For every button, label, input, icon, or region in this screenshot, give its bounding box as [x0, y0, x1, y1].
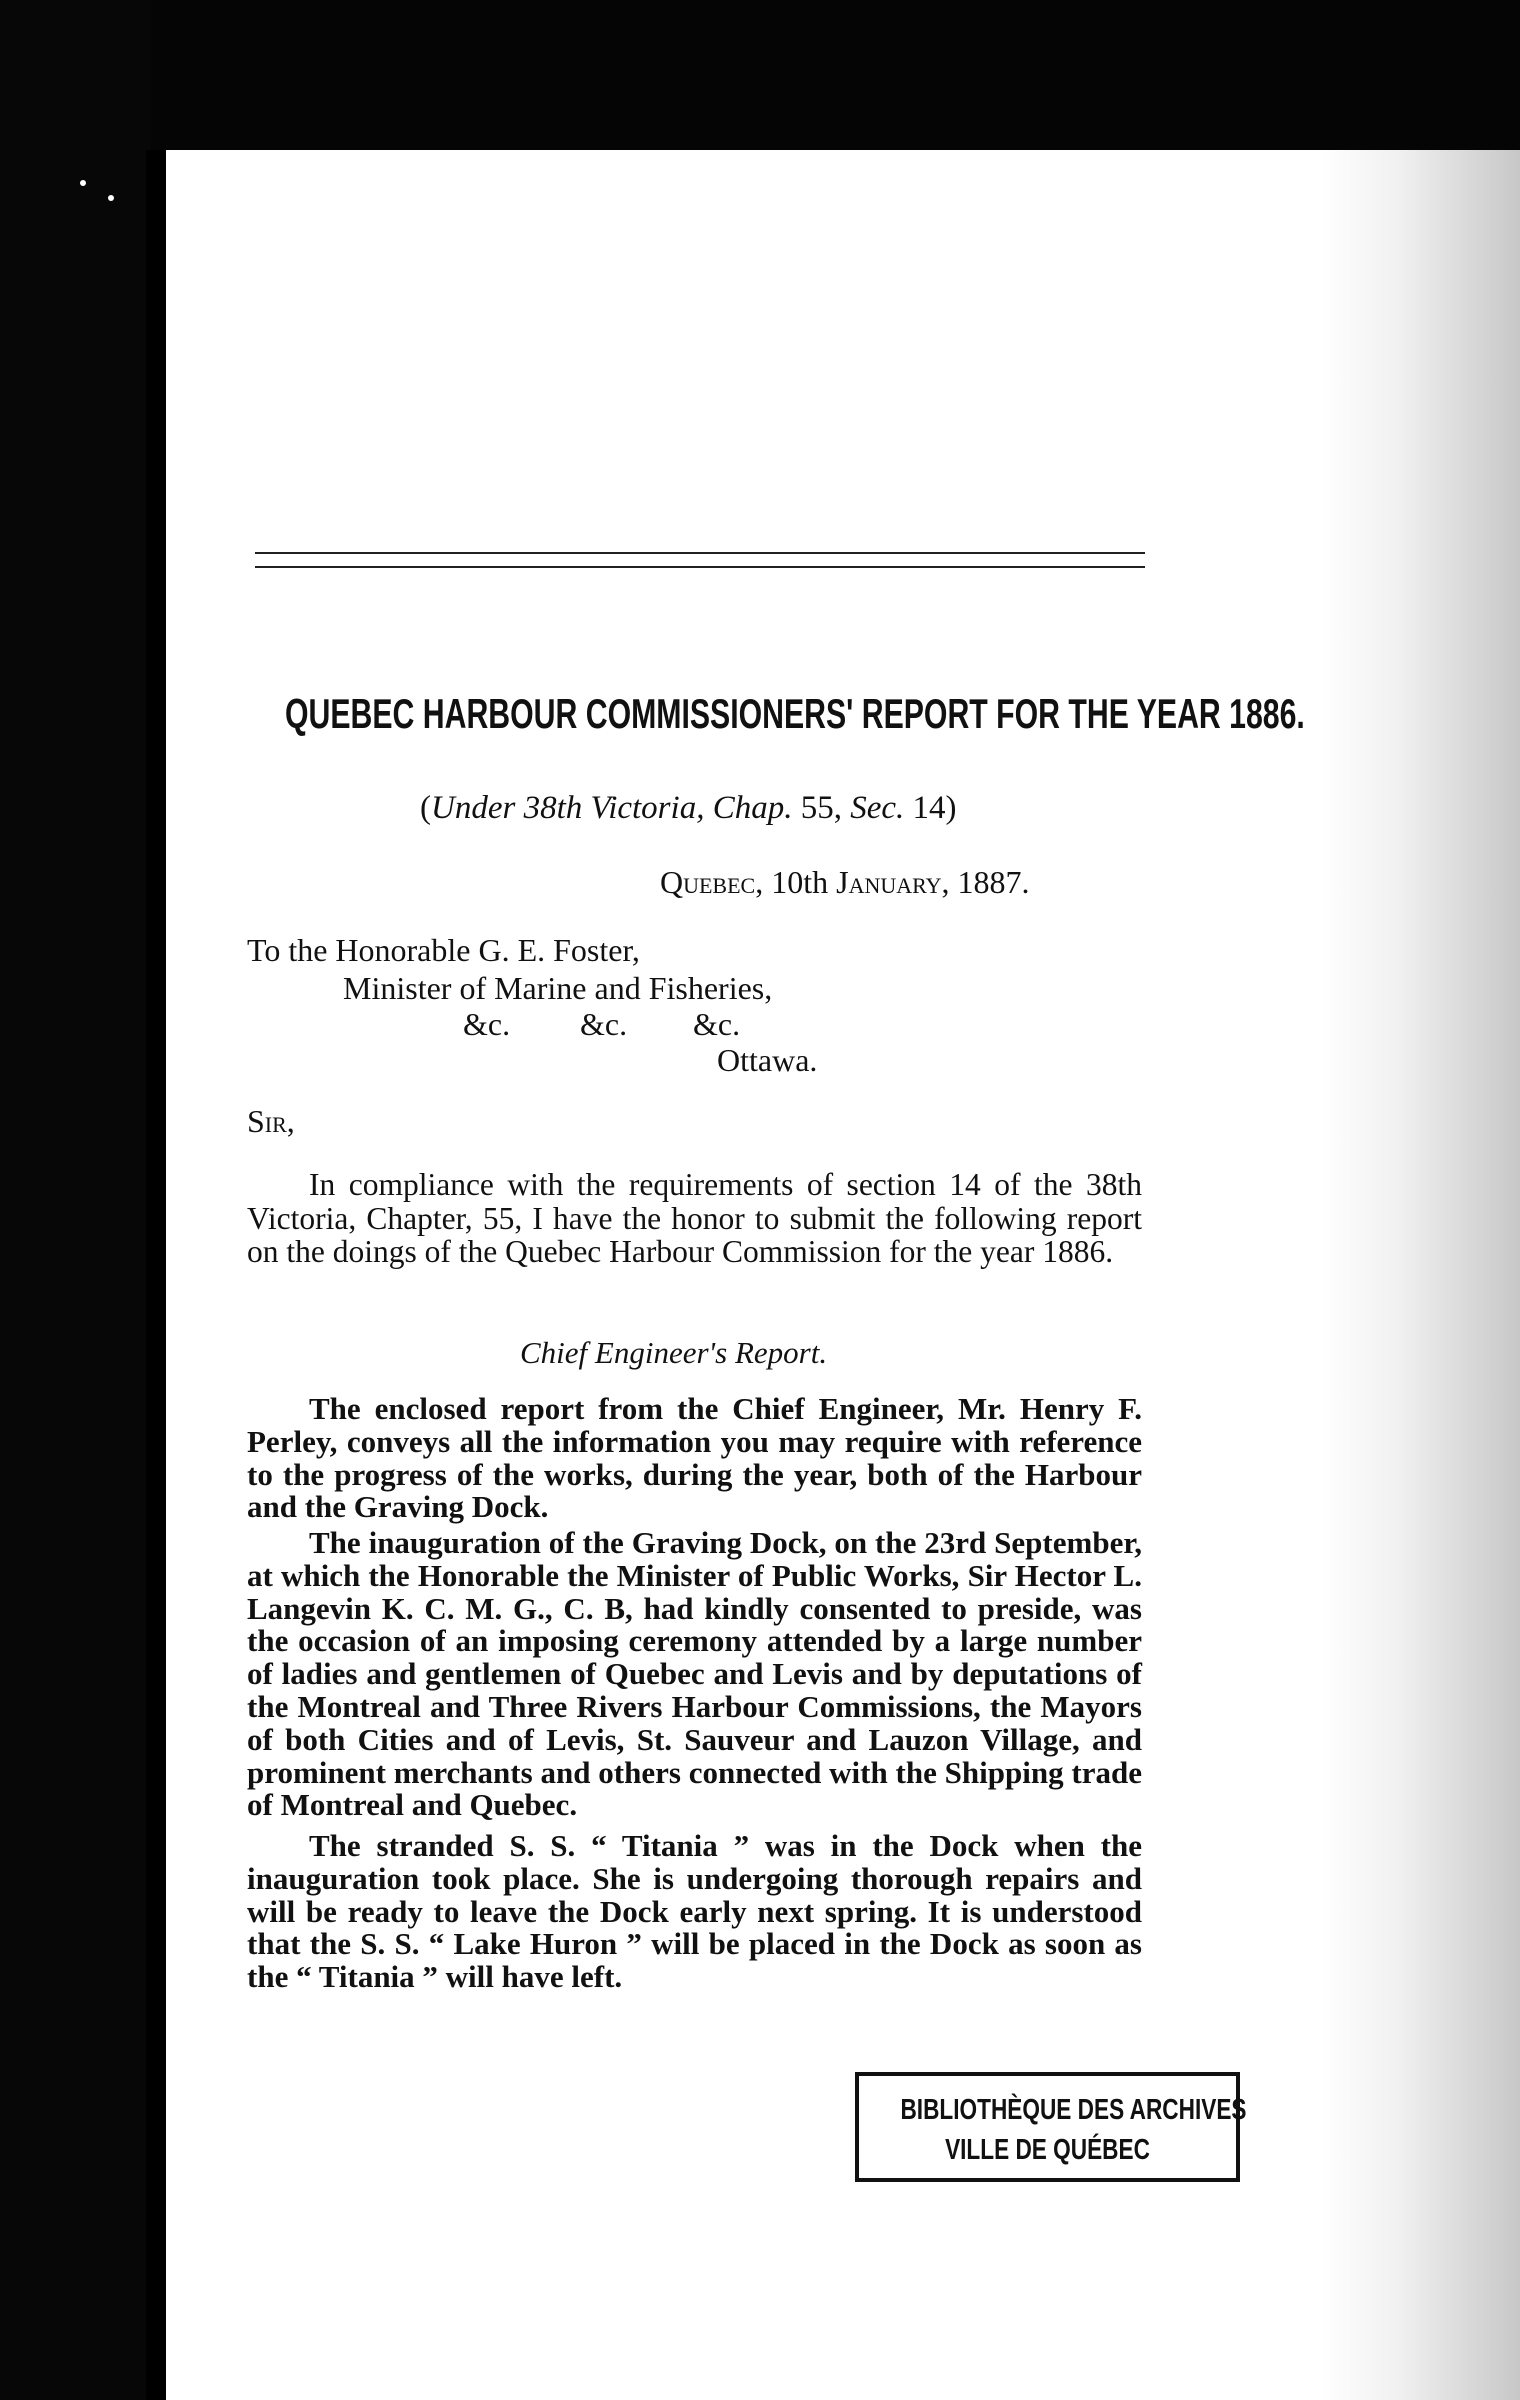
page-gutter [146, 150, 166, 2400]
dateline-month: January, [836, 864, 950, 900]
subtitle-section-number: 14) [904, 790, 957, 826]
dateline [660, 864, 1029, 901]
body-paragraph-2: The inauguration of the Graving Dock, on the 23rd September, at which the Honorable the Minister of Public Works, Sir Hector L. Langevin K. C. M. G., C. B, had kindly consented to preside, was the occasion of an imposing ceremony attended by a large number of ladies and gentlemen of Quebec and Levis and by deputations of the Montreal and Three Rivers Harbour Commissions, the Mayors of both Cities and of Levis, St. Sauveur and Lauzon Village, and prominent merchants and others connected with the Shipping trade of Montreal and Quebec. [247, 1525, 1142, 1823]
dateline-year: 1887. [949, 864, 1030, 900]
header-rule-top [255, 552, 1145, 554]
scan-top-border [0, 0, 1520, 150]
stamp-line-2: VILLE DE QUÉBEC [945, 2134, 1150, 2166]
salutation: Sir, [247, 1103, 295, 1139]
dateline-city: Quebec, [660, 864, 764, 900]
scan-speck [108, 195, 114, 201]
dateline-day: 10th [763, 864, 837, 900]
body-paragraph-1: The enclosed report from the Chief Engineer, Mr. Henry F. Perley, conveys all the information you may require with reference to the progress of the works, during the year, both of the Harbour and the Graving Dock. [247, 1391, 1142, 1525]
stamp-line-1: BIBLIOTHÈQUE DES ARCHIVES [900, 2094, 1247, 2126]
header-rule-bottom [255, 566, 1145, 568]
report-title: QUEBEC HARBOUR COMMISSIONERS' REPORT FOR THE YEAR 1886. [285, 690, 1305, 737]
address-line-recipient: To the Honorable G. E. Foster, [247, 932, 640, 968]
address-etc-2: &c. [580, 1006, 628, 1042]
scan-speck [80, 180, 86, 186]
address-etc-1: &c. [463, 1006, 511, 1042]
body-paragraph-3: The stranded S. S. “ Titania ” was in the Dock when the inauguration took place. She is undergoing thorough repairs and will be ready to leave the Dock early next spring. It is understood that the S. S. “ Lake Huron ” will be placed in the Dock as soon as the “ Titania ” will have left. [247, 1828, 1142, 1995]
scan-left-border [0, 0, 150, 2400]
subtitle-section-label: Sec. [850, 790, 905, 826]
address-etc-3: &c. [693, 1006, 741, 1042]
section-heading: Chief Engineer's Report. [520, 1335, 828, 1370]
address-city: Ottawa. [717, 1042, 818, 1078]
intro-paragraph: In compliance with the requirements of section 14 of the 38th Victoria, Chapter, 55, I have the honor to submit the following report on the doings of the Quebec Harbour Commission for the year 1886. [247, 1167, 1142, 1269]
library-stamp [855, 2072, 1247, 2182]
subtitle-chapter: 55, [792, 790, 851, 826]
subtitle-act: Under 38th Victoria, Chap. [431, 790, 793, 826]
report-subtitle: (Under 38th Victoria, Chap. 55, Sec. 14) [420, 790, 957, 826]
scan-edge-shadow [1320, 150, 1520, 2400]
address-line-office: Minister of Marine and Fisheries, [343, 970, 773, 1006]
